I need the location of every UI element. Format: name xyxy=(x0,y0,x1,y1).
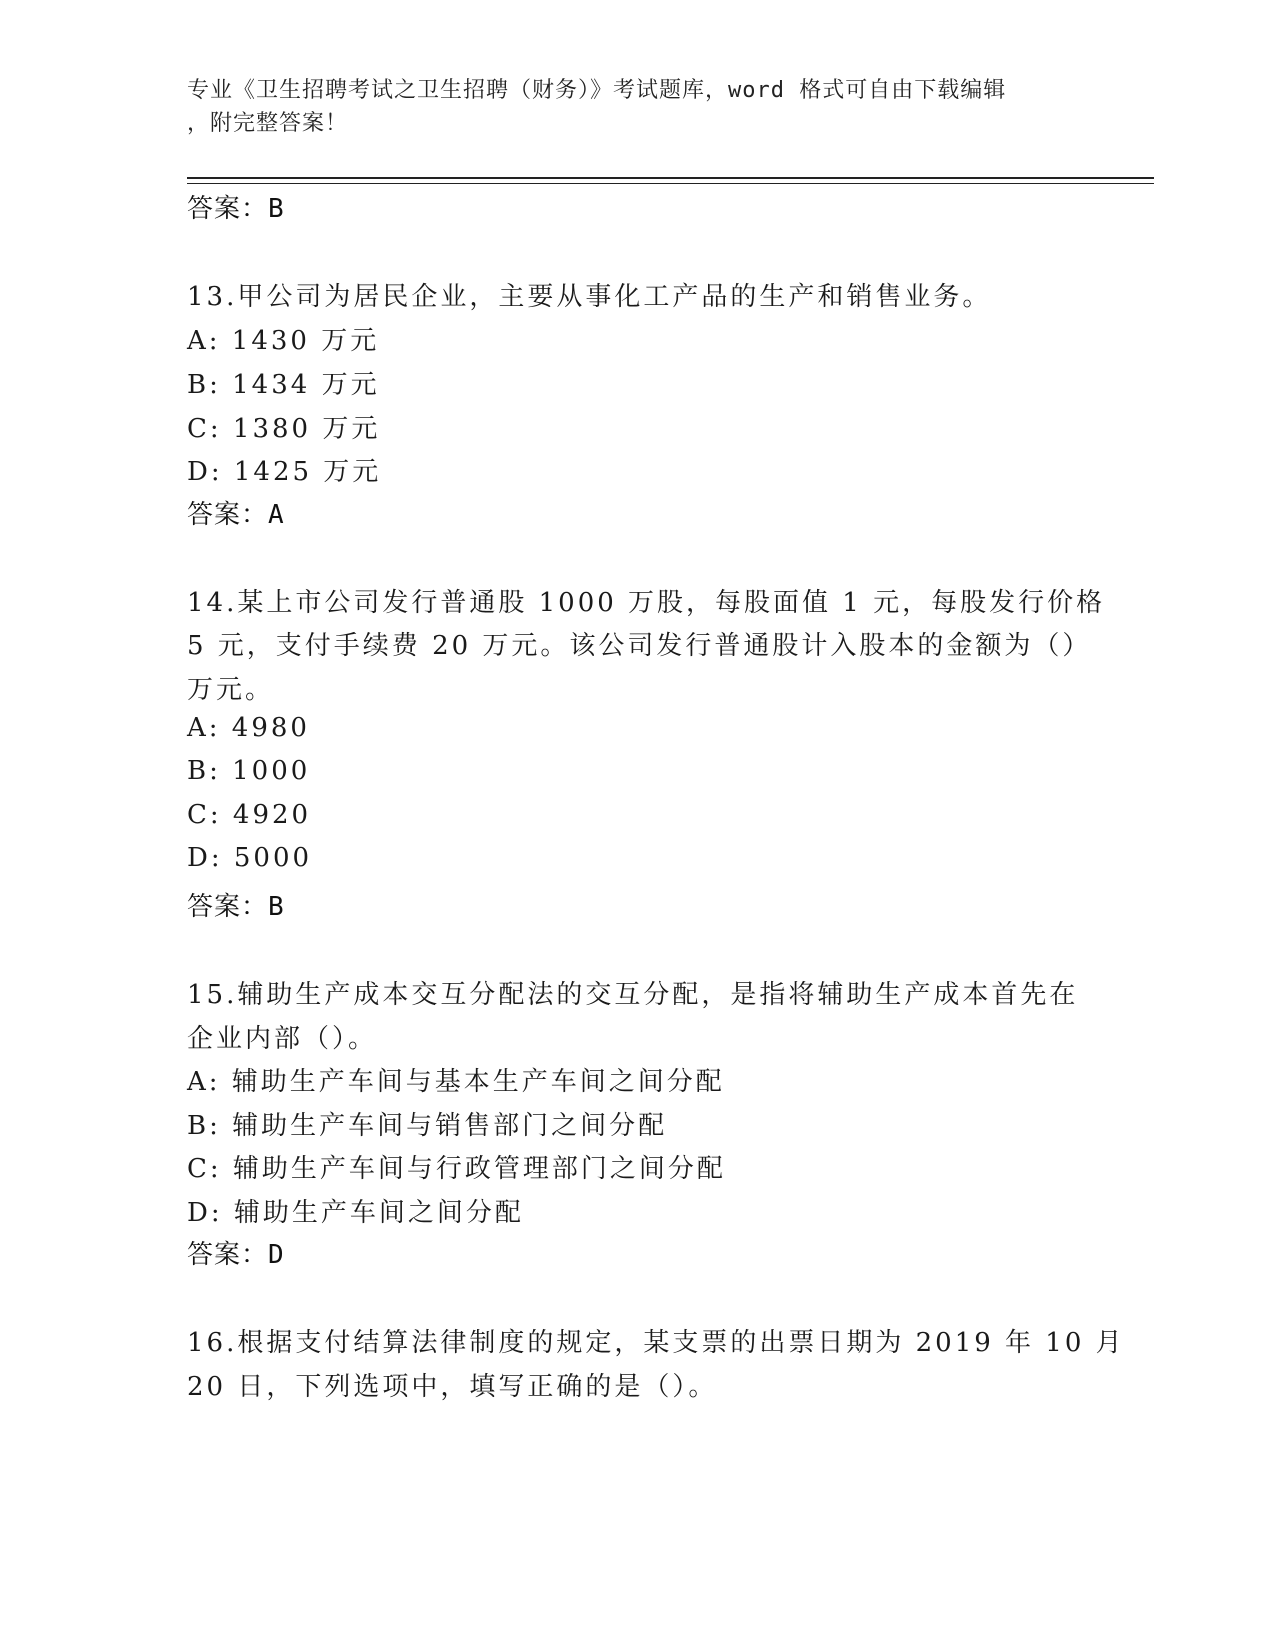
question-stem-line: 20 日，下列选项中，填写正确的是（）。 xyxy=(187,1372,718,1402)
option-c: C: 4920 xyxy=(187,800,312,830)
option-c: C: 辅助生产车间与行政管理部门之间分配 xyxy=(187,1154,726,1184)
option-a: A: 1430 万元 xyxy=(187,326,380,356)
option-d: D: 1425 万元 xyxy=(187,457,382,487)
option-a: A: 4980 xyxy=(187,713,310,743)
option-c: C: 1380 万元 xyxy=(187,414,381,444)
question-stem-line: 企业内部（）。 xyxy=(187,1024,378,1054)
question-stem-line: 14.某上市公司发行普通股 1000 万股，每股面值 1 元，每股发行价格 xyxy=(187,588,1106,618)
header-divider-thin xyxy=(187,183,1154,184)
question-stem-line: 15.辅助生产成本交互分配法的交互分配，是指将辅助生产成本首先在 xyxy=(187,980,1079,1010)
option-d: D: 辅助生产车间之间分配 xyxy=(187,1198,524,1228)
option-d: D: 5000 xyxy=(187,843,313,873)
option-a: A: 辅助生产车间与基本生产车间之间分配 xyxy=(187,1067,725,1097)
header-line-2: ，附完整答案！ xyxy=(187,111,349,136)
option-b: B: 1434 万元 xyxy=(187,370,380,400)
question-stem: 13.甲公司为居民企业，主要从事化工产品的生产和销售业务。 xyxy=(187,282,992,312)
header-line-1: 专业《卫生招聘考试之卫生招聘（财务）》考试题库，word 格式可自由下载编辑 xyxy=(187,78,1007,103)
header-divider-thick xyxy=(187,177,1154,179)
answer-line: 答案：A xyxy=(187,500,285,530)
document-header xyxy=(187,74,1067,140)
option-b: B: 辅助生产车间与销售部门之间分配 xyxy=(187,1111,668,1141)
answer-line: 答案：B xyxy=(187,194,285,224)
question-stem-line: 万元。 xyxy=(187,675,275,705)
answer-line: 答案：D xyxy=(187,1240,285,1270)
answer-line: 答案：B xyxy=(187,892,285,922)
option-b: B: 1000 xyxy=(187,756,311,786)
question-stem-line: 16.根据支付结算法律制度的规定，某支票的出票日期为 2019 年 10 月 xyxy=(187,1328,1125,1358)
question-stem-line: 5 元，支付手续费 20 万元。该公司发行普通股计入股本的金额为（） xyxy=(187,631,1092,661)
